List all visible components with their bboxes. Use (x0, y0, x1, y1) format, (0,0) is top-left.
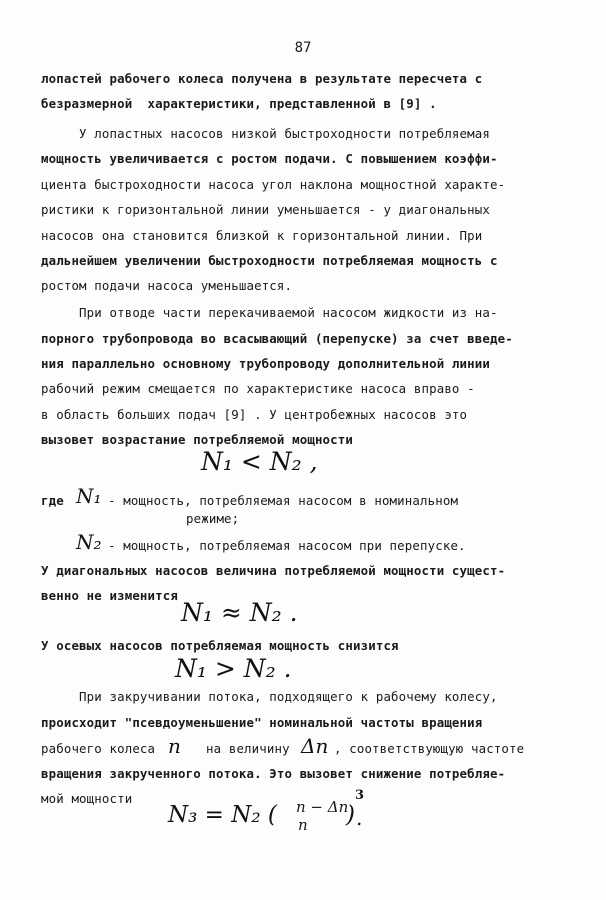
text-line: При отводе части перекачиваемой насосом жидкости из на- (41, 305, 498, 320)
text-line: ния параллельно основному трубопроводу дополнительной линии (41, 356, 490, 371)
formula-n3-dot: . (356, 806, 363, 830)
text-line: У лопастных насосов низкой быстроходности потребляемая (41, 126, 490, 141)
text-line: режиме; (186, 511, 240, 526)
text-line: на величину (206, 741, 290, 756)
formula-n3-exponent: 3 (355, 788, 365, 803)
text-line: , соответствующую частоте (334, 741, 525, 756)
text-line: венно не изменится (41, 588, 178, 603)
text-line: безразмерной характеристики, представленной в [9] . (41, 96, 437, 111)
text-line: ристики к горизонтальной линии уменьшается - у диагональных (41, 202, 490, 217)
text-line: рабочий режим смещается по характеристике насоса вправо - (41, 381, 475, 396)
text-line: рабочего колеса (41, 741, 156, 756)
text-line: дальнейшем увеличении быстроходности потребляемая мощность с (41, 253, 498, 268)
text-line: где (41, 493, 64, 508)
text-line: - мощность, потребляемая насосом в номинальном (108, 493, 459, 508)
formula-n2-symbol: N₂ (76, 530, 102, 554)
text-line: вызовет возрастание потребляемой мощности (41, 432, 354, 447)
page-number: 87 (294, 40, 312, 56)
formula-n-symbol: n (168, 734, 181, 758)
text-line: При закручивании потока, подходящего к рабочему колесу, (41, 689, 498, 704)
text-line: лопастей рабочего колеса получена в результате пересчета с (41, 71, 483, 86)
formula-n3-right: ) (346, 802, 355, 828)
text-line: У осевых насосов потребляемая мощность снизится (41, 638, 399, 653)
text-line: циента быстроходности насоса угол наклона мощностной характе- (41, 177, 506, 192)
text-line: вращения закрученного потока. Это вызовет снижение потребляе- (41, 766, 506, 781)
formula-n3-denominator: n (298, 816, 308, 834)
text-line: мощность увеличивается с ростом подачи. С повышением коэффи- (41, 151, 498, 166)
formula-delta-n: Δn (301, 734, 329, 758)
text-line: ростом подачи насоса уменьшается. (41, 278, 293, 293)
formula-n1-greater-n2: N₁ > N₂ . (175, 654, 292, 683)
text-line: в область больших подач [9] . У центробежных насосов это (41, 407, 468, 422)
formula-n1-approx-n2: N₁ ≈ N₂ . (181, 598, 298, 627)
formula-n1-symbol: N₁ (76, 484, 102, 508)
formula-n3-numerator: n − Δn (296, 798, 349, 816)
formula-n3-left: N₃ = N₂ ( (168, 802, 277, 828)
text-line: У диагональных насосов величина потребляемой мощности сущест- (41, 563, 506, 578)
text-line: мой мощности (41, 791, 133, 806)
formula-n1-less-n2: N₁ < N₂ , (201, 447, 318, 476)
text-line: порного трубопровода во всасывающий (перепуске) за счет введе- (41, 331, 513, 346)
text-line: насосов она становится близкой к горизонтальной линии. При (41, 228, 483, 243)
text-line: - мощность, потребляемая насосом при перепуске. (108, 538, 466, 553)
text-line: происходит "псевдоуменьшение" номинальной частоты вращения (41, 715, 483, 730)
